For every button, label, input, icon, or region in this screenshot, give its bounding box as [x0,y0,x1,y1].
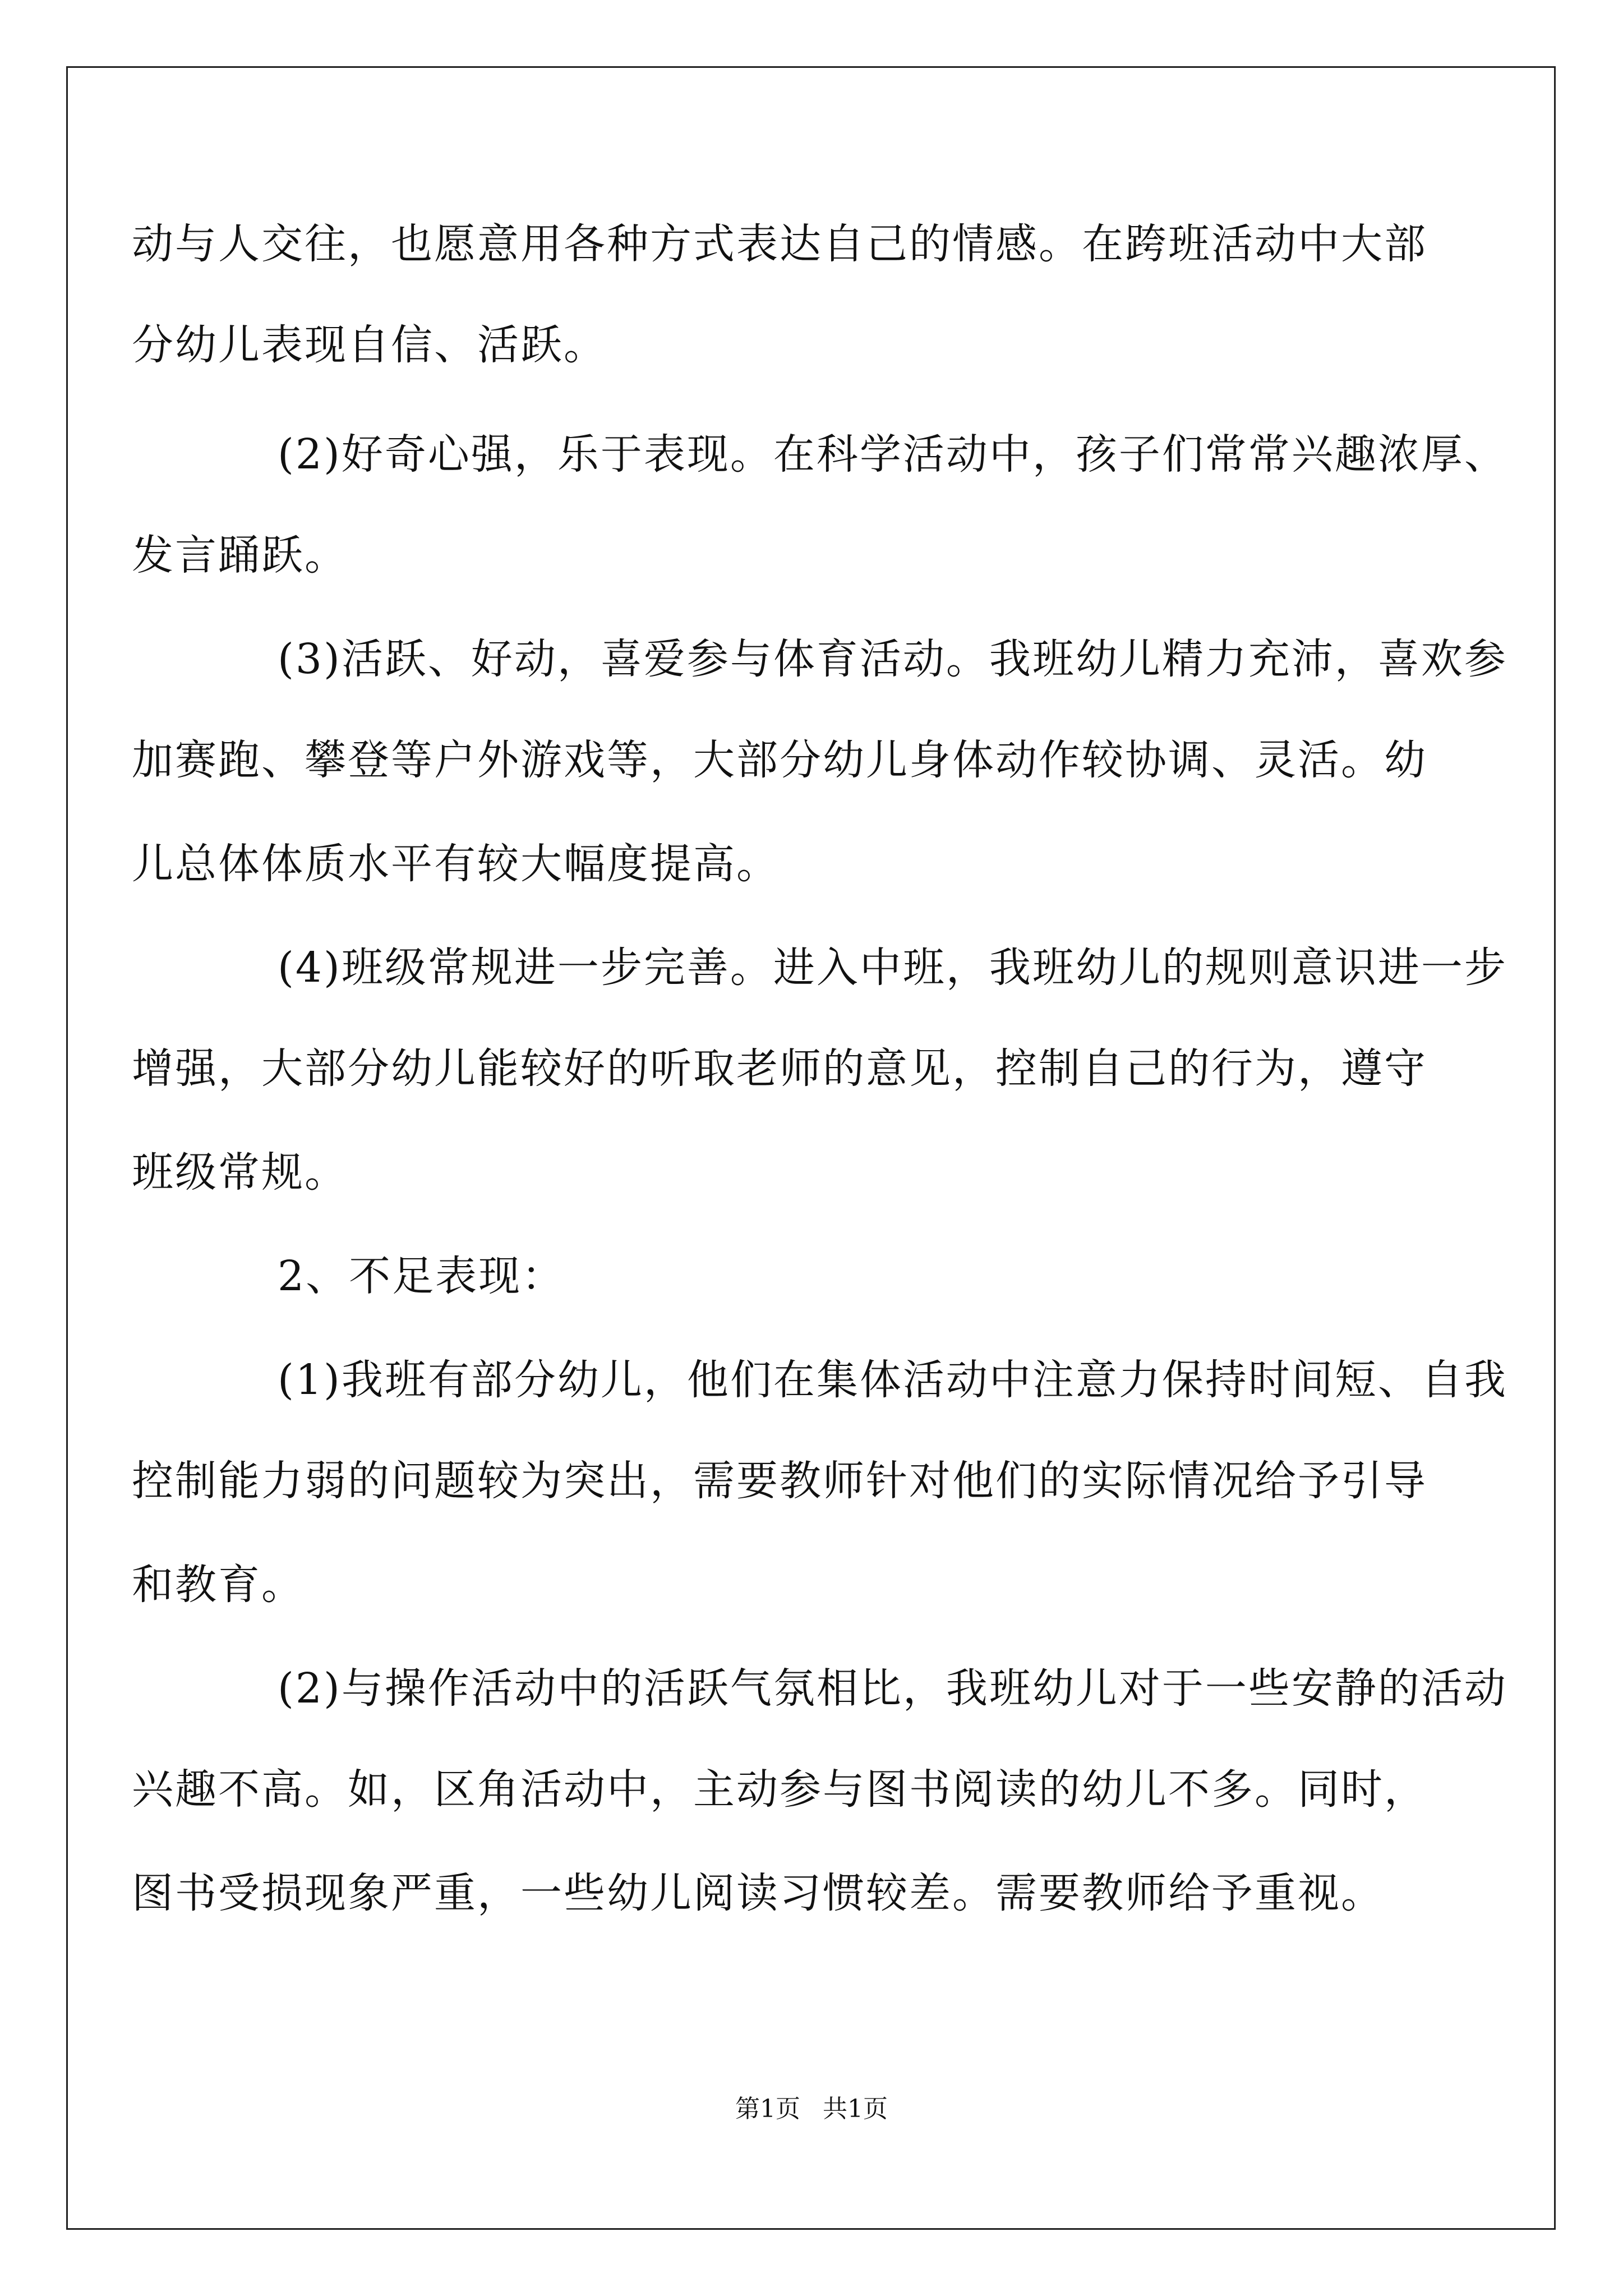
text-line: 和教育。 [132,1561,305,1609]
text-line: 发言踊跃。 [132,531,348,579]
text-line: (2)好奇心强，乐于表现。在科学活动中，孩子们常常兴趣浓厚、 [278,430,1507,478]
page-footer [0,2092,1623,2126]
text-line: (4)班级常规进一步完善。进入中班，我班幼儿的规则意识进一步 [278,944,1507,992]
text-line: 加赛跑、攀登等户外游戏等，大部分幼儿身体动作较协调、灵活。幼 [132,736,1427,784]
text-line: (2)与操作活动中的活跃气氛相比，我班幼儿对于一些安静的活动 [278,1664,1507,1713]
text-line: 图书受损现象严重，一些幼儿阅读习惯较差。需要教师给予重视。 [132,1869,1384,1917]
text-line: 班级常规。 [132,1148,348,1197]
text-line: 动与人交往，也愿意用各种方式表达自己的情感。在跨班活动中大部 [132,220,1427,268]
text-line: 控制能力弱的问题较为突出，需要教师针对他们的实际情况给予引导 [132,1457,1427,1505]
page-total: 共1页 [823,2095,888,2123]
section-heading: 2、不足表现： [278,1252,565,1300]
text-line: (1)我班有部分幼儿，他们在集体活动中注意力保持时间短、自我 [278,1356,1507,1404]
text-line: 增强，大部分幼儿能较好的听取老师的意见，控制自己的行为，遵守 [132,1045,1427,1093]
text-line: 儿总体体质水平有较大幅度提高。 [132,840,780,888]
text-line: 分幼儿表现自信、活跃。 [132,321,607,369]
text-line: 兴趣不高。如，区角活动中，主动参与图书阅读的幼儿不多。同时， [132,1765,1427,1814]
page-number: 第1页 [735,2095,800,2123]
text-line: (3)活跃、好动，喜爱参与体育活动。我班幼儿精力充沛，喜欢参 [278,635,1507,683]
